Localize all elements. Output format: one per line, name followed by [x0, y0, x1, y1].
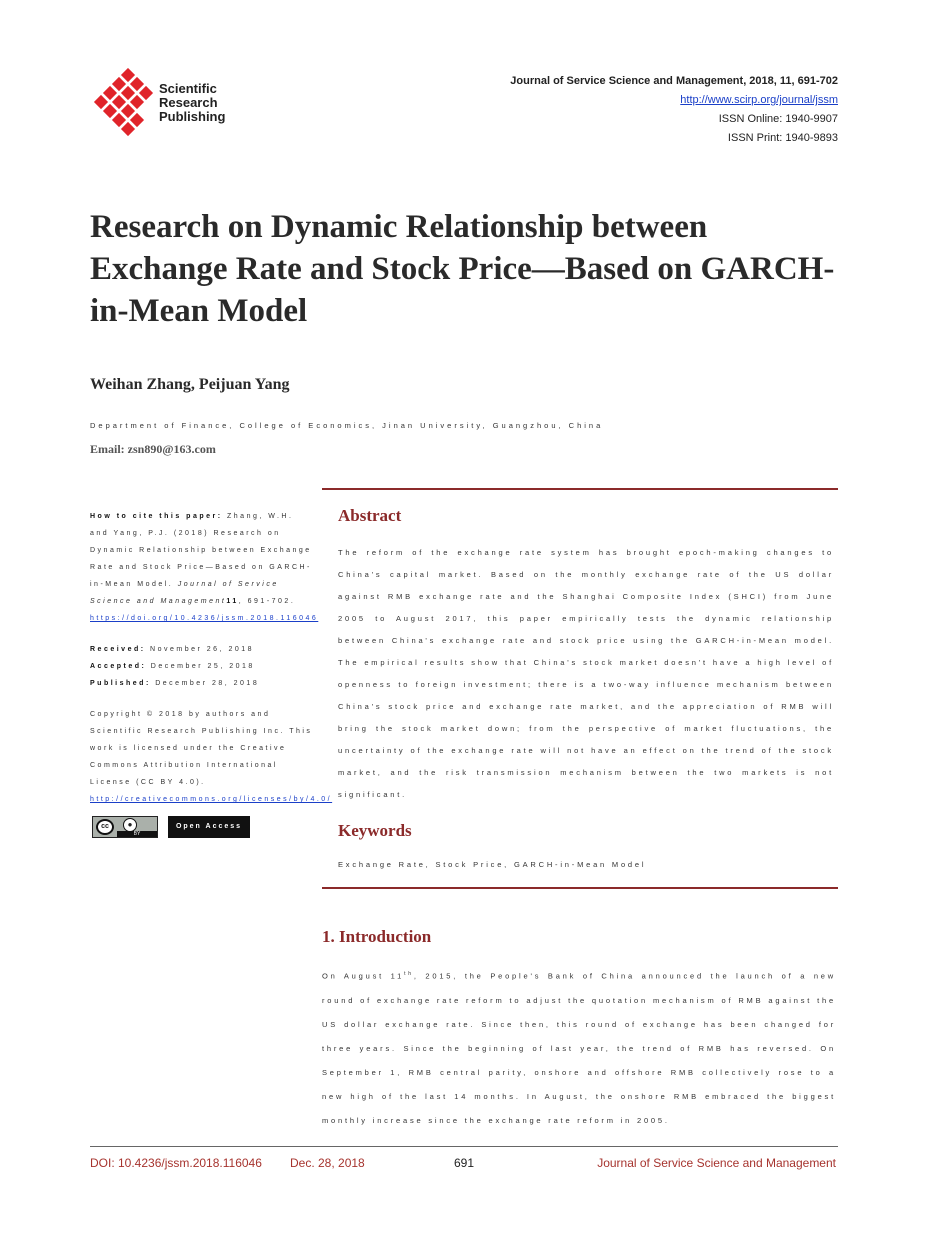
- intro-text-start: On August 11: [322, 971, 405, 981]
- publisher-logo-icon: [92, 68, 164, 140]
- how-to-cite: [90, 508, 319, 627]
- paper-title: Research on Dynamic Relationship between Exchange Rate and Stock Price—Based on GARCH-in-Mean Model: [90, 209, 835, 329]
- footer-divider: [90, 1146, 838, 1147]
- person-icon: ●: [123, 818, 137, 832]
- footer-doi: DOI: 10.4236/jssm.2018.116046: [90, 1156, 262, 1170]
- by-label: BY: [117, 831, 157, 837]
- cite-journal: Journal of Service Science and Management: [90, 581, 279, 605]
- cite-doi-link[interactable]: https://doi.org/10.4236/jssm.2018.116046: [90, 615, 319, 622]
- abstract-heading: Abstract: [338, 506, 402, 525]
- paper-affiliation: Department of Finance, College of Economics, Jinan University, Guangzhou, China: [90, 421, 604, 430]
- keywords-heading: Keywords: [338, 821, 412, 840]
- published-line: [90, 675, 314, 692]
- published-label: Published:: [90, 680, 151, 687]
- received-line: [90, 641, 314, 658]
- publisher-line: Publishing: [159, 109, 226, 124]
- cc-by-badge-icon[interactable]: [92, 816, 158, 838]
- keywords-text: Exchange Rate, Stock Price, GARCH-in-Mean Model: [338, 860, 647, 869]
- publisher-name: [159, 82, 225, 124]
- paper-email: Email: zsn890@163.com: [90, 442, 216, 456]
- section-divider-top: [322, 488, 838, 490]
- cite-pages: , 691-702.: [238, 598, 296, 605]
- section-divider-bottom: [322, 887, 838, 889]
- footer-journal: Journal of Service Science and Management: [597, 1156, 836, 1170]
- sidebar-info: [90, 508, 333, 808]
- intro-text-rest: , 2015, the People's Bank of China announced the launch of a new round of exchange rate reform to adjust the quotation mechanism of RMB against the US dollar exchange rate. Since then, this round of exchange has been changed for three years. Since the beginning of last year, the trend of RMB has reversed. On September 1, RMB central parity, onshore and offshore RMB collectively rose to a new high of the last 14 months. In August, the onshore RMB embraced the biggest monthly increase since the exchange rate reform in 2005.: [322, 971, 836, 1125]
- accepted-label: Accepted:: [90, 663, 147, 670]
- open-access-badge[interactable]: Open Access: [168, 816, 250, 838]
- cc-icon: cc: [96, 819, 114, 835]
- journal-url-link[interactable]: http://www.scirp.org/journal/jssm: [680, 94, 838, 106]
- license-badges: [92, 816, 250, 838]
- cite-volume: 11: [226, 598, 239, 605]
- journal-citation: Journal of Service Science and Management, 2018, 11, 691-702: [510, 75, 838, 87]
- introduction-heading: 1. Introduction: [322, 927, 432, 946]
- license-link[interactable]: http://creativecommons.org/licenses/by/4.0/: [90, 796, 333, 803]
- issn-online: ISSN Online: 1940-9907: [718, 113, 838, 125]
- page-number: 691: [454, 1156, 475, 1170]
- footer-date: Dec. 28, 2018: [290, 1156, 365, 1170]
- abstract-text: The reform of the exchange rate system has brought epoch-making changes to China's capital market. Based on the monthly exchange rate of the US dollar against RMB exchange rate and the Shanghai Composite Index (SHCI) from June 2005 to August 2017, this paper empirically tests the dynamic relationship between China's exchange rate and stock price using the GARCH-in-Mean model. The empirical results show that China's stock market doesn't have a high level of openness to foreign investment; there is a two-way influence mechanism between China's stock price and exchange rate market, and the appreciation of RMB will bring the stock market down; from the perspective of market fluctuations, the uncertainty of the exchange rate will not have an effect on the trend of the stock market, and the risk transmission mechanism between the two markets is not significant.: [338, 548, 834, 799]
- introduction-text: [322, 962, 836, 1133]
- received-label: Received:: [90, 646, 146, 653]
- publisher-line: Research: [159, 95, 218, 110]
- published-date: December 28, 2018: [155, 680, 260, 687]
- copyright-text: Copyright © 2018 by authors and Scientific Research Publishing Inc. This work is licensed under the Creative Commons Attribution International License (CC BY 4.0).: [90, 711, 313, 786]
- accepted-line: [90, 658, 314, 675]
- issn-print: ISSN Print: 1940-9893: [727, 132, 838, 144]
- received-date: November 26, 2018: [150, 646, 255, 653]
- journal-info: [510, 72, 838, 148]
- cite-text: Zhang, W.H. and Yang, P.J. (2018) Research on Dynamic Relationship between Exchange Rate and Stock Price—Based on GARCH-in-Mean Model.: [90, 513, 312, 588]
- paper-authors: Weihan Zhang, Peijuan Yang: [90, 376, 290, 393]
- publisher-line: Scientific: [159, 81, 217, 96]
- intro-superscript: th: [404, 971, 414, 977]
- accepted-date: December 25, 2018: [150, 663, 255, 670]
- cite-label: How to cite this paper:: [90, 513, 223, 520]
